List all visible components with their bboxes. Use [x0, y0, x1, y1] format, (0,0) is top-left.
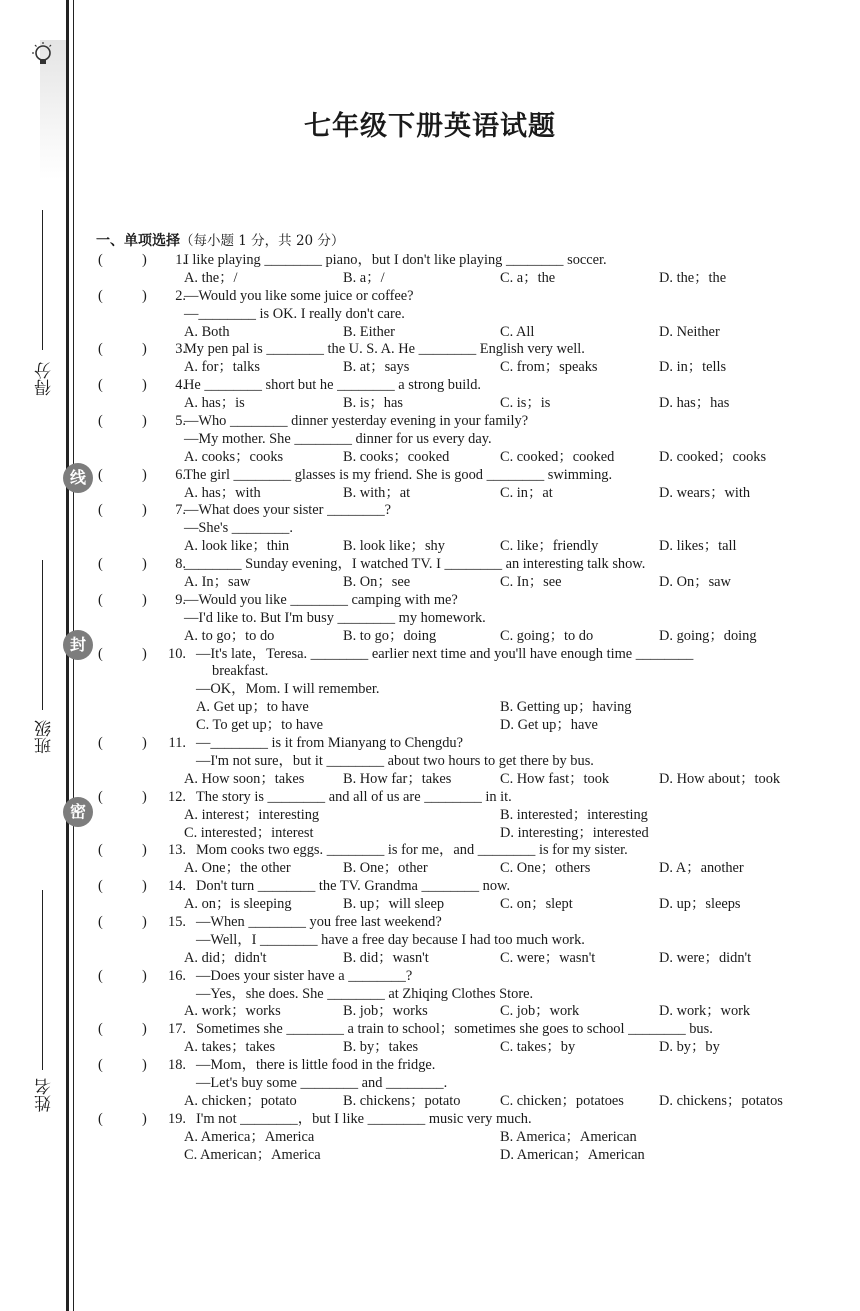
answer-paren-left: ( — [98, 788, 103, 805]
question-item — [96, 467, 826, 503]
answer-paren-right: ) — [142, 502, 147, 519]
section-heading — [96, 230, 826, 252]
answer-paren-left: ( — [98, 466, 103, 483]
question-item — [96, 842, 826, 878]
class-field-line — [42, 560, 43, 710]
answer-paren-right: ) — [142, 341, 147, 358]
question-item — [96, 252, 826, 288]
question-line — [96, 681, 826, 699]
question-line — [96, 735, 826, 753]
answer-paren-left: ( — [98, 842, 103, 859]
question-number: 7. — [175, 502, 186, 519]
option-a: A. has；with — [184, 484, 261, 501]
question-text: —When ________ you free last weekend? — [196, 913, 442, 930]
question-number: 3. — [175, 341, 186, 358]
options-row — [96, 825, 826, 843]
option-c: C. How fast；took — [500, 770, 610, 787]
question-number: 16. — [168, 967, 186, 984]
seal-xian: 线 — [63, 463, 93, 493]
option-b: B. One；other — [343, 860, 428, 877]
option-d: D. going；doing — [659, 627, 757, 644]
answer-paren-right: ) — [142, 788, 147, 805]
option-c: C. cooked；cooked — [500, 448, 615, 465]
option-d: D. were；didn't — [659, 949, 752, 966]
question-number: 19. — [168, 1110, 186, 1127]
answer-paren-left: ( — [98, 252, 103, 268]
option-d: D. the；the — [659, 269, 727, 286]
question-text: Mom cooks two eggs. ________ is for me，and ________ is for my sister. — [196, 842, 628, 859]
question-item — [96, 502, 826, 556]
options-row — [96, 807, 826, 825]
question-text-continued: —OK，Mom. I will remember. — [196, 681, 380, 698]
question-line — [96, 610, 826, 628]
question-line — [96, 986, 826, 1004]
option-c: C. chicken；potatoes — [500, 1092, 624, 1109]
section-heading-note: （每小题 1 分，共 20 分） — [180, 233, 345, 249]
question-number: 9. — [175, 591, 186, 608]
answer-paren-right: ) — [142, 413, 147, 430]
option-c: C. going；to do — [500, 627, 594, 644]
answer-paren-right: ) — [142, 967, 147, 984]
question-line — [96, 556, 826, 574]
answer-paren-right: ) — [142, 1057, 147, 1074]
page-title: 七年级下册英语试题 — [304, 111, 556, 142]
question-text: —Would you like some juice or coffee? — [184, 287, 414, 304]
answer-paren-left: ( — [98, 413, 103, 430]
option-a: A. for；talks — [184, 359, 260, 376]
question-item — [96, 413, 826, 467]
question-text: —It's late，Teresa. ________ earlier next time and you'll have enough time ________ — [196, 645, 694, 662]
question-text: —What does your sister ________? — [184, 502, 392, 519]
score-label: 得分 — [35, 362, 55, 396]
option-b: B. with；at — [343, 484, 411, 501]
options-row — [96, 771, 826, 789]
option-a: A. has；is — [184, 395, 245, 412]
question-item — [96, 878, 826, 914]
question-number: 11. — [168, 735, 186, 752]
answer-paren-right: ) — [142, 913, 147, 930]
question-line — [96, 467, 826, 485]
answer-paren-left: ( — [98, 913, 103, 930]
options-row — [96, 449, 826, 467]
option-d: D. up；sleeps — [659, 896, 741, 913]
question-item — [96, 556, 826, 592]
options-row — [96, 1093, 826, 1111]
question-number: 1. — [175, 252, 186, 268]
question-item — [96, 1111, 826, 1165]
question-number: 4. — [175, 377, 186, 394]
option-c: C. in；at — [500, 484, 553, 501]
question-line — [96, 431, 826, 449]
options-row — [96, 270, 826, 288]
question-text-continued: —Let's buy some ________ and ________. — [196, 1074, 448, 1091]
question-list — [96, 252, 826, 1164]
option-b: B. America；American — [500, 1128, 637, 1145]
question-text: I'm not ________，but I like ________ music very much. — [196, 1110, 532, 1127]
options-row — [96, 860, 826, 878]
option-b: B. look like；shy — [343, 538, 445, 555]
option-d: D. likes；tall — [659, 538, 737, 555]
option-a: A. chicken；potato — [184, 1092, 297, 1109]
question-line — [96, 306, 826, 324]
option-a: A. work；works — [184, 1003, 281, 1020]
option-a: A. cooks；cooks — [184, 448, 284, 465]
question-line — [96, 1075, 826, 1093]
question-line — [96, 842, 826, 860]
question-line — [96, 753, 826, 771]
option-a: A. Both — [184, 323, 230, 340]
option-b: B. chickens；potato — [343, 1092, 461, 1109]
question-number: 6. — [175, 466, 186, 483]
question-text: ________ Sunday evening，I watched TV. I ________ an interesting talk show. — [184, 556, 646, 573]
question-line — [96, 377, 826, 395]
option-c: C. All — [500, 323, 535, 340]
answer-paren-right: ) — [142, 466, 147, 483]
question-number: 8. — [175, 556, 186, 573]
option-d: D. by；by — [659, 1039, 720, 1056]
question-text-continued: —I'm not sure，but it ________ about two hours to get there by bus. — [196, 752, 594, 769]
answer-paren-left: ( — [98, 1021, 103, 1038]
question-line — [96, 914, 826, 932]
option-a: A. look like；thin — [184, 538, 290, 555]
option-b: B. by；takes — [343, 1039, 419, 1056]
option-b: B. job；works — [343, 1003, 428, 1020]
answer-paren-left: ( — [98, 341, 103, 358]
option-d: D. has；has — [659, 395, 730, 412]
option-a: A. In；saw — [184, 574, 251, 591]
question-text: I like playing ________ piano，but I don't like playing ________ soccer. — [184, 252, 607, 268]
question-number: 5. — [175, 413, 186, 430]
option-c: C. interested；interest — [184, 824, 314, 841]
answer-paren-left: ( — [98, 502, 103, 519]
question-item — [96, 592, 826, 646]
option-a: A. takes；takes — [184, 1039, 276, 1056]
question-item — [96, 914, 826, 968]
question-line — [96, 968, 826, 986]
question-text: The girl ________ glasses is my friend. She is good ________ swimming. — [184, 466, 613, 483]
options-row — [96, 538, 826, 556]
question-line — [96, 413, 826, 431]
question-section — [96, 230, 826, 1164]
question-item — [96, 377, 826, 413]
question-line — [96, 288, 826, 306]
option-c: C. takes；by — [500, 1039, 576, 1056]
option-b: B. did；wasn't — [343, 949, 429, 966]
question-text-continued: —________ is OK. I really don't care. — [184, 305, 405, 322]
option-d: D. wears；with — [659, 484, 751, 501]
answer-paren-left: ( — [98, 878, 103, 895]
option-c: C. were；wasn't — [500, 949, 596, 966]
question-line — [96, 878, 826, 896]
seal-feng: 封 — [63, 630, 93, 660]
option-c: C. job；work — [500, 1003, 580, 1020]
answer-paren-left: ( — [98, 1110, 103, 1127]
question-number: 18. — [168, 1057, 186, 1074]
question-line — [96, 646, 826, 664]
answer-paren-right: ) — [142, 645, 147, 662]
options-row — [96, 1147, 826, 1165]
options-row — [96, 359, 826, 377]
option-a: A. the；/ — [184, 269, 238, 286]
option-c: C. is；is — [500, 395, 551, 412]
option-b: B. a；/ — [343, 269, 385, 286]
option-d: D. On；saw — [659, 574, 731, 591]
answer-paren-right: ) — [142, 1021, 147, 1038]
question-text: The story is ________ and all of us are ________ in it. — [196, 788, 512, 805]
question-item — [96, 735, 826, 789]
lightbulb-icon — [28, 40, 58, 70]
question-item — [96, 1021, 826, 1057]
option-d: D. A；another — [659, 860, 744, 877]
option-d: D. chickens；potatos — [659, 1092, 783, 1109]
option-a: A. America；America — [184, 1128, 315, 1145]
answer-paren-right: ) — [142, 878, 147, 895]
answer-paren-right: ) — [142, 591, 147, 608]
option-a: A. on；is sleeping — [184, 896, 292, 913]
option-c: C. American；America — [184, 1146, 321, 1163]
answer-paren-right: ) — [142, 287, 147, 304]
question-line — [96, 789, 826, 807]
option-c: C. like；friendly — [500, 538, 599, 555]
option-b: B. How far；takes — [343, 770, 452, 787]
question-line — [96, 341, 826, 359]
name-label: 姓名 — [35, 1078, 55, 1112]
options-row — [96, 896, 826, 914]
question-line — [96, 932, 826, 950]
option-c: C. To get up；to have — [196, 717, 324, 734]
question-text: Sometimes she ________ a train to school；sometimes she goes to school ________ bus. — [196, 1021, 713, 1038]
option-b: B. is；has — [343, 395, 403, 412]
options-row — [96, 1003, 826, 1021]
question-line — [96, 1021, 826, 1039]
option-b: B. up；will sleep — [343, 896, 445, 913]
option-b: B. at；says — [343, 359, 410, 376]
question-text: —Who ________ dinner yesterday evening in your family? — [184, 413, 529, 430]
option-b: B. to go；doing — [343, 627, 437, 644]
answer-paren-right: ) — [142, 1110, 147, 1127]
answer-paren-right: ) — [142, 252, 147, 268]
name-field-line — [42, 890, 43, 1070]
answer-paren-right: ) — [142, 842, 147, 859]
question-number: 10. — [168, 645, 186, 662]
question-text-continued: —My mother. She ________ dinner for us every day. — [184, 430, 492, 447]
answer-paren-left: ( — [98, 377, 103, 394]
binding-margin — [0, 0, 86, 1311]
question-item — [96, 288, 826, 342]
class-label: 班级 — [35, 720, 55, 754]
option-d: D. Neither — [659, 323, 720, 340]
question-number: 14. — [168, 878, 186, 895]
question-line — [96, 663, 826, 681]
option-a: A. to go；to do — [184, 627, 275, 644]
question-text-continued: —Yes，she does. She ________ at Zhiqing Clothes Store. — [196, 985, 534, 1002]
option-a: A. did；didn't — [184, 949, 267, 966]
answer-paren-left: ( — [98, 1057, 103, 1074]
answer-paren-left: ( — [98, 735, 103, 752]
section-heading-text: 一、单项选择 — [96, 233, 180, 249]
answer-paren-left: ( — [98, 556, 103, 573]
question-text-continued: —I'd like to. But I'm busy ________ my homework. — [184, 609, 486, 626]
question-line — [96, 1057, 826, 1075]
option-d: D. cooked；cooks — [659, 448, 767, 465]
option-d: D. work；work — [659, 1003, 751, 1020]
option-d: D. Get up；have — [500, 717, 598, 734]
option-b: B. cooks；cooked — [343, 448, 450, 465]
option-b: B. On；see — [343, 574, 411, 591]
options-row — [96, 395, 826, 413]
options-row — [96, 485, 826, 503]
option-a: A. Get up；to have — [196, 699, 309, 716]
options-row — [96, 950, 826, 968]
question-line — [96, 252, 826, 270]
question-item — [96, 646, 826, 735]
option-c: C. on；slept — [500, 896, 573, 913]
question-text: Don't turn ________ the TV. Grandma ________ now. — [196, 878, 511, 895]
question-text: —Does your sister have a ________? — [196, 967, 413, 984]
answer-paren-right: ) — [142, 556, 147, 573]
question-text-continued: —She's ________. — [184, 520, 293, 537]
options-row — [96, 699, 826, 717]
options-row — [96, 574, 826, 592]
question-line — [96, 502, 826, 520]
answer-paren-left: ( — [98, 287, 103, 304]
question-item — [96, 968, 826, 1022]
option-d: D. interesting；interested — [500, 824, 649, 841]
option-d: D. How about；took — [659, 770, 781, 787]
question-text: —Mom，there is little food in the fridge. — [196, 1057, 436, 1074]
question-text: —________ is it from Mianyang to Chengdu? — [196, 735, 463, 752]
seal-mi: 密 — [63, 797, 93, 827]
answer-paren-right: ) — [142, 377, 147, 394]
answer-paren-left: ( — [98, 645, 103, 662]
option-a: A. How soon；takes — [184, 770, 305, 787]
question-line — [96, 520, 826, 538]
question-number: 12. — [168, 788, 186, 805]
question-item — [96, 789, 826, 843]
option-a: A. interest；interesting — [184, 806, 320, 823]
question-text: My pen pal is ________ the U. S. A. He ________ English very well. — [184, 341, 585, 358]
options-row — [96, 628, 826, 646]
option-a: A. One；the other — [184, 860, 291, 877]
question-item — [96, 341, 826, 377]
question-number: 2. — [175, 287, 186, 304]
option-c: C. a；the — [500, 269, 556, 286]
option-b: B. Either — [343, 323, 395, 340]
answer-paren-left: ( — [98, 967, 103, 984]
question-number: 15. — [168, 913, 186, 930]
question-text-continued: —Well，I ________ have a free day because I had too much work. — [196, 931, 585, 948]
option-b: B. Getting up；having — [500, 699, 632, 716]
question-text: —Would you like ________ camping with me? — [184, 591, 458, 608]
option-b: B. interested；interesting — [500, 806, 648, 823]
answer-paren-right: ) — [142, 735, 147, 752]
option-c: C. One；others — [500, 860, 591, 877]
answer-paren-left: ( — [98, 591, 103, 608]
question-number: 17. — [168, 1021, 186, 1038]
options-row — [96, 717, 826, 735]
options-row — [96, 1129, 826, 1147]
options-row — [96, 324, 826, 342]
option-c: C. from；speaks — [500, 359, 598, 376]
question-line — [96, 1111, 826, 1129]
options-row — [96, 1039, 826, 1057]
option-d: D. in；tells — [659, 359, 727, 376]
option-c: C. In；see — [500, 574, 562, 591]
question-text-continued: breakfast. — [212, 663, 269, 680]
score-field-line — [42, 210, 43, 350]
question-text: He ________ short but he ________ a strong build. — [184, 377, 481, 394]
option-d: D. American；American — [500, 1146, 645, 1163]
question-line — [96, 592, 826, 610]
question-item — [96, 1057, 826, 1111]
question-number: 13. — [168, 842, 186, 859]
